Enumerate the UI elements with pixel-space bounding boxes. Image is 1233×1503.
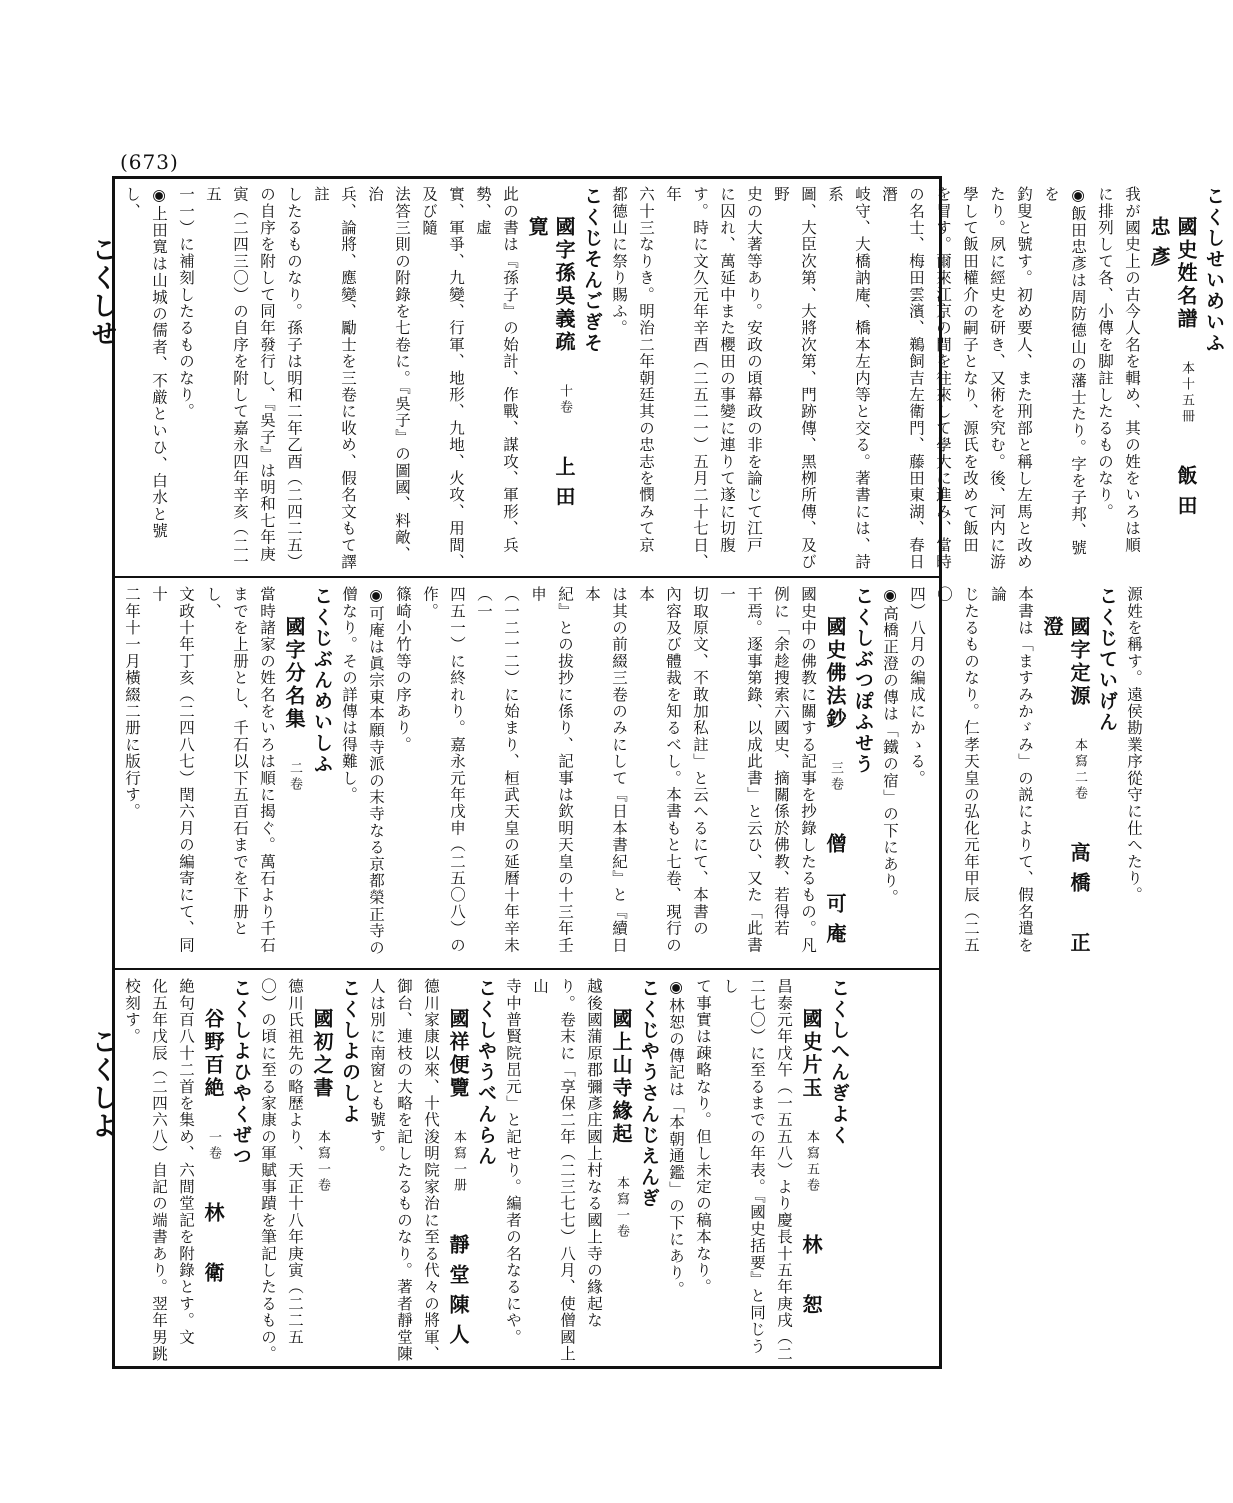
body-line: 學して飯田權介の嗣子となり、源氏を改めて飯田 <box>961 186 979 554</box>
body-line: 四五一）に終れり。嘉永元年戊申（二五〇八）の作。 <box>421 586 466 954</box>
entry-reading: こくじぶんめいしふ <box>311 586 333 775</box>
entry-author: 飯田 忠彥 <box>1147 216 1198 555</box>
entry-reading: こくしせいめいふ <box>1203 186 1225 354</box>
body-line: 內容及び體裁を知るべし。本書もと七卷、現行の本 <box>637 586 682 954</box>
entry-title-line <box>523 216 578 572</box>
body-line: 篠崎小竹等の序あり。 <box>394 586 412 753</box>
body-line: 寅（二四三〇）の自序を附して嘉永四年辛亥（二一五 <box>204 186 249 571</box>
body-line: 本書は「ますみかゞみ」の説によりて、假名遣を論 <box>989 586 1034 954</box>
body-line: （一二一二）に始まり、桓武天皇の延曆十年辛未（一 <box>475 586 520 954</box>
body-line: 岐守、大橋訥庵、橋本左内等と交る。著書には、詩系 <box>826 186 871 571</box>
entry-title-line <box>280 616 308 964</box>
body-line: 校刻す。 <box>123 978 141 1045</box>
entry-reading: こくしやうべんらん <box>475 978 497 1167</box>
page-number: (673) <box>120 150 179 174</box>
body-line: は其の前綴三卷のみにして『日本書紀』と『續日本 <box>583 586 628 954</box>
body-line: 都德山に祭り賜ふ。 <box>610 186 628 337</box>
body-line: の自序を附して同年發行し、『吳子』は明和七年庚 <box>258 186 276 563</box>
entry-title-line <box>1038 616 1093 964</box>
body-line: 紀』との拔抄に係り、記事は欽明天皇の十三年壬申 <box>529 586 574 954</box>
entry-reading: こくじそんごぎそ <box>581 186 603 354</box>
entry-title-line <box>821 616 849 964</box>
entry-title: 國字孫吳義疏 <box>552 216 576 354</box>
body-line: 寺中普賢院旵元」と記せり。編者の名なるにや。 <box>504 978 522 1346</box>
body-line: 四）八月の編成にかゝる。 <box>908 586 926 787</box>
body-line: 二七〇）に至るまでの年表。『國史括要』と同じうし <box>721 978 766 1355</box>
body-line: したるものなり。孫子は明和二年乙酉（二四二五） <box>285 186 303 571</box>
entry-title: 國史片玉 <box>799 1008 823 1100</box>
body-line: て事實は疎略なり。但し未定の稿本なり。 <box>694 978 712 1296</box>
guide-word-right: こくしせ <box>87 236 117 348</box>
entry-reading: こくしぶつぽふせう <box>852 586 874 775</box>
body-line: を冒す。爾來江京の間を往來して學大に進み、當時 <box>934 186 952 571</box>
body-line: 圖、大臣次第、大將次第、門跡傳、黑栁所傳、及び野 <box>772 186 817 571</box>
entry-title: 國字分名集 <box>282 616 306 731</box>
band-middle <box>118 582 1143 964</box>
entry-title-line <box>797 1008 825 1364</box>
band-bottom <box>118 974 936 1364</box>
entry-author: 林 恕 <box>799 1234 823 1324</box>
entry-title-line <box>444 1008 472 1364</box>
body-line: 昌泰元年戊午（一五五八）より慶長十五年庚戌（二 <box>775 978 793 1363</box>
entry-volumes: 本十五冊 <box>1179 361 1194 425</box>
entry-author: 上田 寛 <box>525 216 576 546</box>
entry-title: 國史佛法鈔 <box>823 616 847 731</box>
entry-title: 國史姓名譜 <box>1174 216 1198 331</box>
body-line: 文政十年丁亥（二四八七）閏六月の編寄にて、同十 <box>150 586 195 954</box>
body-line: 釣叟と號す。初め要人、また刑部と稱し左馬と改め <box>1015 186 1033 571</box>
body-line: 史の大著等あり。安政の頃幕政の非を論じて江戸 <box>745 186 763 554</box>
body-line: 例に「余趁搜索六國史、摘關係於佛教、若得若 <box>772 586 790 937</box>
body-line: 國史中の佛教に關する記事を抄錄したるもの。凡 <box>799 586 817 954</box>
body-line: 切取原文、不敢加私註」と云へるにて、本書の <box>691 586 709 937</box>
band-divider-1 <box>112 576 942 578</box>
entry-author: 高橋 正澄 <box>1040 616 1091 962</box>
body-line: までを上册とし、千石以下五百石までを下册とし、 <box>204 586 249 937</box>
body-line: 干焉。逐事第錄、以成此書」と云ひ、又た「此書一 <box>718 586 763 954</box>
entry-volumes: 本寫五卷 <box>804 1130 819 1194</box>
body-line: 絶句百八十二首を集め、六間堂記を附錄とす。文 <box>177 978 195 1346</box>
body-line: ◉上田寬は山城の儒者、不厳といひ、白水と號し、 <box>123 186 168 540</box>
band-top <box>118 182 1225 572</box>
entry-title: 國字定源 <box>1067 616 1091 708</box>
entry-volumes: 本寫一册 <box>451 1130 466 1194</box>
body-line: ◉可庵は眞宗東本願寺派の末寺なる京都榮正寺の <box>367 586 385 956</box>
body-line: 法答三則の附錄を七卷に。『吳子』の圖國、料敵、治 <box>366 186 411 563</box>
entry-volumes: 十卷 <box>557 384 572 416</box>
entry-volumes: 本寫一卷 <box>614 1176 629 1240</box>
body-line: 兵、論將、應變、勵士を三卷に收め、假名文もて譯註 <box>312 186 357 571</box>
body-line: に排列して各、小傳を脚註したるものなり。 <box>1096 186 1114 520</box>
entry-author: 靜堂陳人 <box>446 1234 470 1354</box>
entry-title-line <box>199 1008 227 1364</box>
body-line: り。卷末に「享保二年（二三七七）八月、使僧國上山 <box>531 978 576 1363</box>
body-line: 二年十一月橫綴二册に版行す。 <box>123 586 141 820</box>
body-line: 六十三なりき。明治二年朝廷其の忠志を憫みて京 <box>637 186 655 554</box>
body-line: じたるものなり。仁孝天皇の弘化元年甲辰（二五〇 <box>935 586 980 954</box>
entry-volumes: 三卷 <box>828 761 843 793</box>
body-line: 德川氏祖先の略歷より、天正十八年庚寅（二二五 <box>286 978 304 1346</box>
body-line: ◉林恕の傳記は「本朝通鑑」の下にあり。 <box>667 978 685 1298</box>
entry-title-line <box>1145 216 1200 572</box>
entry-reading: こくじやうさんじえんぎ <box>638 978 660 1209</box>
body-line: 化五年戊辰（二四六八）自記の端書あり。翌年男跳 <box>150 978 168 1363</box>
entry-volumes: 本寫一卷 <box>315 1130 330 1194</box>
body-line: 〇）の頃に至る家康の軍賦事蹟を筆記したるもの。 <box>259 978 277 1363</box>
body-line: 御台、連枝の大略を記したるものなり。著者靜堂陳 <box>395 978 413 1363</box>
entry-title: 國初之書 <box>310 1008 334 1100</box>
entry-reading: こくしへんぎよく <box>828 978 850 1146</box>
body-line: す。時に文久元年辛酉（二五二一）五月二十七日、年 <box>664 186 709 571</box>
body-line: ◉高橋正澄の傳は「鐵の宿」の下にあり。 <box>881 586 899 906</box>
body-line: 僧なり。その詳傳は得難し。 <box>340 586 358 804</box>
entry-reading: こくしよのしよ <box>339 978 361 1125</box>
body-line: 我が國史上の古今人名を輯め、其の姓をいろは順 <box>1123 186 1141 554</box>
body-line: 源姓を稱す。遠侯勘業序從守に仕へたり。 <box>1125 586 1143 904</box>
body-line: 一一）に補刻したるものなり。 <box>177 186 195 420</box>
body-line: に囚れ、萬延中また櫻田の事變に連りて遂に切腹 <box>718 186 736 554</box>
body-line: 此の書は『孫子』の始計、作戰、謀攻、軍形、兵勢、虛 <box>474 186 519 554</box>
entry-title: 國祥便覽 <box>446 1008 470 1100</box>
body-line: 越後國蒲原郡彌彥庄國上村なる國上寺の緣起な <box>585 978 603 1329</box>
entry-reading: こくじていげん <box>1096 586 1118 733</box>
body-line: ◉飯田忠彥は周防德山の藩士たり。字を子邦、號を <box>1042 186 1087 556</box>
body-line: 實、軍爭、九變、行軍、地形、九地、火攻、用間、及び隨 <box>420 186 465 571</box>
entry-reading: こくしよひやくぜつ <box>230 978 252 1167</box>
guide-word-left: こくしよ <box>87 1028 117 1140</box>
entry-title: 谷野百絶 <box>201 1008 225 1100</box>
body-line: 人は別に南窗とも號す。 <box>368 978 386 1162</box>
body-line: 當時諸家の姓名をいろは順に揭ぐ。萬石より千石 <box>258 586 276 954</box>
entry-author: 林 衛 <box>201 1202 225 1292</box>
band-divider-2 <box>112 968 942 970</box>
entry-title-line <box>308 1008 336 1364</box>
entry-title: 國上山寺緣起 <box>609 1008 633 1146</box>
entry-volumes: 一卷 <box>206 1130 221 1162</box>
entry-volumes: 二卷 <box>287 761 302 793</box>
body-line: の名士、梅田雲濱、鵜飼吉左衛門、藤田東湖、春日潛 <box>880 186 925 571</box>
entry-author: 僧 可庵 <box>823 833 847 953</box>
body-line: 德川家康以來、十代浚明院家治に至る代々の將軍、 <box>422 978 440 1363</box>
entry-volumes: 本寫二卷 <box>1072 738 1087 802</box>
entry-title-line <box>607 1008 635 1364</box>
body-line: たり。夙に經史を研き、又術を究む。後、河内に游 <box>988 186 1006 571</box>
